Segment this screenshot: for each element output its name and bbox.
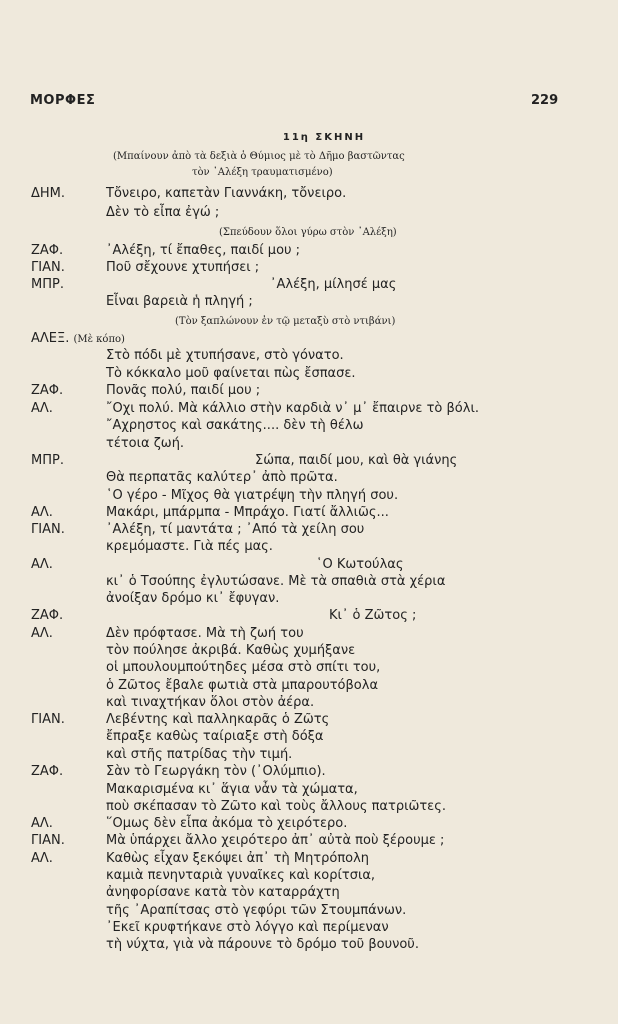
dialogue-line: ποὺ σκέπασαν τὸ Ζῶτο καὶ τοὺς ἄλλους πατριῶτες. xyxy=(106,799,446,814)
stage-direction: (Τὸν ξαπλώνουν ἐν τῷ μεταξὺ στὸ ντιβάνι) xyxy=(175,316,396,327)
speaker-label xyxy=(31,331,125,348)
dialogue-line: ᾿Αλέξη, μίλησέ μας xyxy=(270,277,397,292)
dialogue-line: ὁ Ζῶτος ἔβαλε φωτιὰ στὰ μπαρουτόβολα xyxy=(106,678,379,693)
dialogue-line: ῾Ο Κωτούλας xyxy=(316,557,404,572)
dialogue-line: Τὸ κόκκαλο μοῦ φαίνεται πὼς ἔσπασε. xyxy=(106,366,356,381)
dialogue-line: ῎Οχι πολύ. Μὰ κάλλιο στὴν καρδιὰ ν᾿ μ᾿ ἔπαιρνε τὸ βόλι. xyxy=(106,401,479,416)
dialogue-line: Σώπα, παιδί μου, καὶ θὰ γιάνης xyxy=(255,453,458,468)
dialogue-line: ᾿Αλέξη, τί μαντάτα ; ᾿Από τὰ χείλη σου xyxy=(106,522,365,537)
dialogue-line: καὶ στῆς πατρίδας τὴν τιμή. xyxy=(106,747,293,762)
dialogue-line: Μακάρι, μπάρμπα - Μπράχο. Γιατί ἄλλιῶς... xyxy=(106,505,389,520)
dialogue-line: Εἶναι βαρειὰ ἡ πληγή ; xyxy=(106,294,253,309)
dialogue-line: ῞Ομως δὲν εἶπα ἀκόμα τὸ χειρότερο. xyxy=(106,816,348,831)
speaker-label: ΓΙΑΝ. xyxy=(31,522,65,537)
dialogue-line: Λεβέντης καὶ παλληκαρᾶς ὁ Ζῶτς xyxy=(106,712,330,727)
speaker-label: ΖΑΦ. xyxy=(31,243,64,258)
dialogue-line: Πονᾶς πολύ, παιδί μου ; xyxy=(106,383,261,398)
dialogue-line: κι᾿ ὁ Τσούπης ἐγλυτώσανε. Μὲ τὰ σπαθιὰ στὰ χέρια xyxy=(106,574,446,589)
dialogue-line: τῆς ᾿Αραπίτσας στὸ γεφύρι τῶν Στουμπάνων. xyxy=(106,903,407,918)
dialogue-line: ῾Ο γέρο - Μῖχος θὰ γιατρέψη τὴν πληγή σου. xyxy=(106,488,399,503)
dialogue-line: ῎Αχρηστος καὶ σακάτης.... δὲν τὴ θέλω xyxy=(106,418,364,433)
dialogue-line: ἀνηφορίσανε κατὰ τὸν καταρράχτη xyxy=(106,885,340,900)
stage-direction: (Σπεύδουν ὅλοι γύρω στὸν ᾿Αλέξη) xyxy=(219,227,397,238)
speaker-label: ΓΙΑΝ. xyxy=(31,712,65,727)
dialogue-line: ᾿Αλέξη, τί ἔπαθες, παιδί μου ; xyxy=(106,243,301,258)
dialogue-line: τὴ νύχτα, γιὰ νὰ πάρουνε τὸ δρόμο τοῦ βουνοῦ. xyxy=(106,937,419,952)
speaker-label: ΜΠΡ. xyxy=(31,453,64,468)
dialogue-line: Δὲν τὸ εἶπα ἐγώ ; xyxy=(106,205,220,220)
dialogue-line: Τὄνειρο, καπετὰν Γιαννάκη, τὄνειρο. xyxy=(106,186,347,201)
page-number: 229 xyxy=(531,93,559,108)
dialogue-line: Μὰ ὑπάρχει ἄλλο χειρότερο ἀπ᾿ αὐτὰ ποὺ ξέρουμε ; xyxy=(106,833,445,848)
speaker-label: ΑΛ. xyxy=(31,816,53,831)
dialogue-line: καμιὰ πενηνταριὰ γυναῖκες καὶ κορίτσια, xyxy=(106,868,376,883)
inline-stage-direction: (Μὲ κόπο) xyxy=(73,334,125,345)
speaker-label: ΑΛ. xyxy=(31,557,53,572)
stage-direction: (Μπαίνουν ἀπὸ τὰ δεξιὰ ὁ Θύμιος μὲ τὸ Δῆμο βαστῶντας xyxy=(113,151,405,162)
dialogue-line: καὶ τιναχτήκαν ὅλοι στὸν ἀέρα. xyxy=(106,695,315,710)
dialogue-line: τὸν πούλησε ἀκριβά. Καθὼς χυμήξανε xyxy=(106,643,356,658)
speaker-label: ΖΑΦ. xyxy=(31,764,64,779)
speaker-label: ΑΛ. xyxy=(31,626,53,641)
dialogue-line: Θὰ περπατᾶς καλύτερ᾿ ἀπὸ πρῶτα. xyxy=(106,470,338,485)
dialogue-line: Καθὼς εἶχαν ξεκόψει ἀπ᾿ τὴ Μητρόπολη xyxy=(106,851,370,866)
dialogue-line: Σὰν τὸ Γεωργάκη τὸν (᾿Ολύμπιο). xyxy=(106,764,326,779)
dialogue-line: κρεμόμαστε. Γιὰ πές μας. xyxy=(106,539,273,554)
speaker-label: ΑΛ. xyxy=(31,401,53,416)
dialogue-line: Κι᾿ ὁ Ζῶτος ; xyxy=(329,608,417,623)
speaker-label: ΖΑΦ. xyxy=(31,608,64,623)
dialogue-line: Ποῦ σἔχουνε χτυπήσει ; xyxy=(106,260,260,275)
speaker-label: ΔΗΜ. xyxy=(31,186,66,201)
dialogue-line: Μακαρισμένα κι᾿ ἅγια νἆν τὰ χώματα, xyxy=(106,782,358,797)
dialogue-line: ἔπραξε καθὼς ταίριαξε στὴ δόξα xyxy=(106,729,324,744)
dialogue-line: τέτοια ζωή. xyxy=(106,436,185,451)
speaker-label: ΖΑΦ. xyxy=(31,383,64,398)
running-header-title: ΜΟΡΦΕΣ xyxy=(30,93,96,108)
dialogue-line: Δὲν πρόφτασε. Μὰ τὴ ζωή του xyxy=(106,626,304,641)
speaker-name: ΑΛΕΞ. xyxy=(31,331,70,346)
stage-direction: τὸν ᾿Αλέξη τραυματισμένο) xyxy=(192,167,333,178)
speaker-label: ΓΙΑΝ. xyxy=(31,260,65,275)
speaker-label: ΓΙΑΝ. xyxy=(31,833,65,848)
dialogue-line: ᾿Εκεῖ κρυφτήκανε στὸ λόγγο καὶ περίμεναν xyxy=(106,920,389,935)
speaker-label: ΑΛ. xyxy=(31,505,53,520)
scene-title: 11η ΣΚΗΝΗ xyxy=(282,132,366,143)
dialogue-line: Στὸ πόδι μὲ χτυπήσανε, στὸ γόνατο. xyxy=(106,348,344,363)
speaker-label: ΜΠΡ. xyxy=(31,277,64,292)
speaker-label: ΑΛ. xyxy=(31,851,53,866)
dialogue-line: οἱ μπουλουμπούτηδες μέσα στὸ σπίτι του, xyxy=(106,660,381,675)
dialogue-line: ἀνοίξαν δρόμο κι᾿ ἔφυγαν. xyxy=(106,591,280,606)
